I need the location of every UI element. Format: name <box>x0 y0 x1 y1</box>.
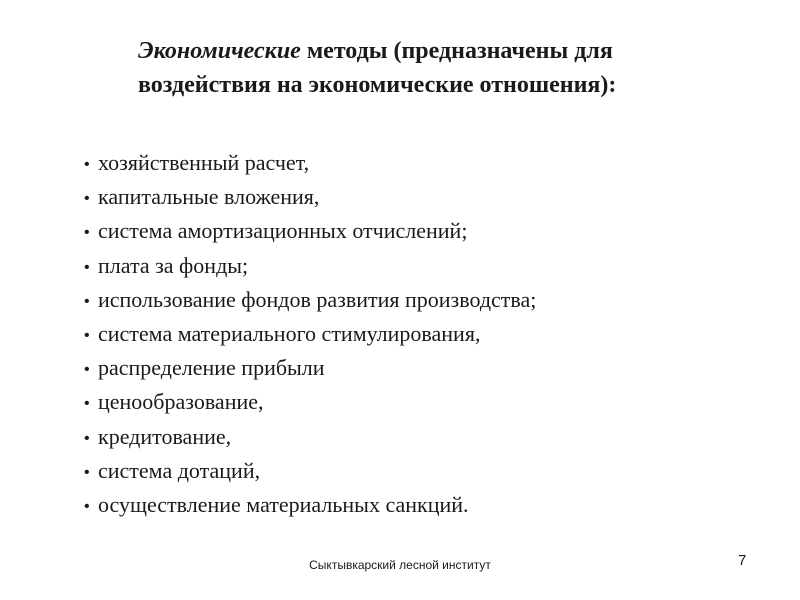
list-item-text: использование фондов развития производства; <box>98 286 537 312</box>
list-item-text: ценообразование, <box>98 389 264 415</box>
bullet-icon: • <box>84 224 90 242</box>
list-item-text: хозяйственный расчет, <box>98 150 310 175</box>
list-item <box>84 351 536 385</box>
page-number: 7 <box>738 552 747 569</box>
bullet-icon: • <box>84 190 90 208</box>
bullet-icon: • <box>84 429 90 447</box>
list-item <box>84 317 536 351</box>
list-item-text: система дотаций, <box>98 457 261 483</box>
methods-list <box>84 146 536 522</box>
list-item-text: осуществление материальных санкций. <box>98 491 469 517</box>
list-item <box>84 146 536 180</box>
bullet-icon: • <box>84 497 90 515</box>
footer-institute: Сыктывкарский лесной институт <box>309 558 491 572</box>
list-item <box>84 488 536 522</box>
bullet-icon: • <box>84 395 90 413</box>
title-line-1-rest: методы (предназначены для <box>300 38 613 64</box>
bullet-icon: • <box>84 463 90 481</box>
bullet-icon: • <box>84 361 90 379</box>
slide-title <box>138 34 698 102</box>
list-item-text: плата за фонды; <box>98 252 249 278</box>
list-item-text: капитальные вложения, <box>98 184 320 210</box>
list-item-text: кредитование, <box>98 423 232 449</box>
list-item-text: система материального стимулирования, <box>98 320 481 346</box>
bullet-icon: • <box>84 326 90 344</box>
list-item <box>84 249 536 283</box>
title-line-2: воздействия на экономические отношения): <box>138 72 617 98</box>
list-item-text: распределение прибыли <box>98 355 325 381</box>
title-lead-word: Экономические <box>138 38 301 64</box>
list-item <box>84 214 536 248</box>
list-item <box>84 283 536 317</box>
bullet-icon: • <box>84 258 90 276</box>
bullet-icon: • <box>84 292 90 310</box>
list-item <box>84 420 536 454</box>
list-item <box>84 454 536 488</box>
list-item-text: система амортизационных отчислений; <box>98 218 468 244</box>
list-item <box>84 180 536 214</box>
bullet-icon: • <box>84 156 90 173</box>
list-item <box>84 385 536 419</box>
